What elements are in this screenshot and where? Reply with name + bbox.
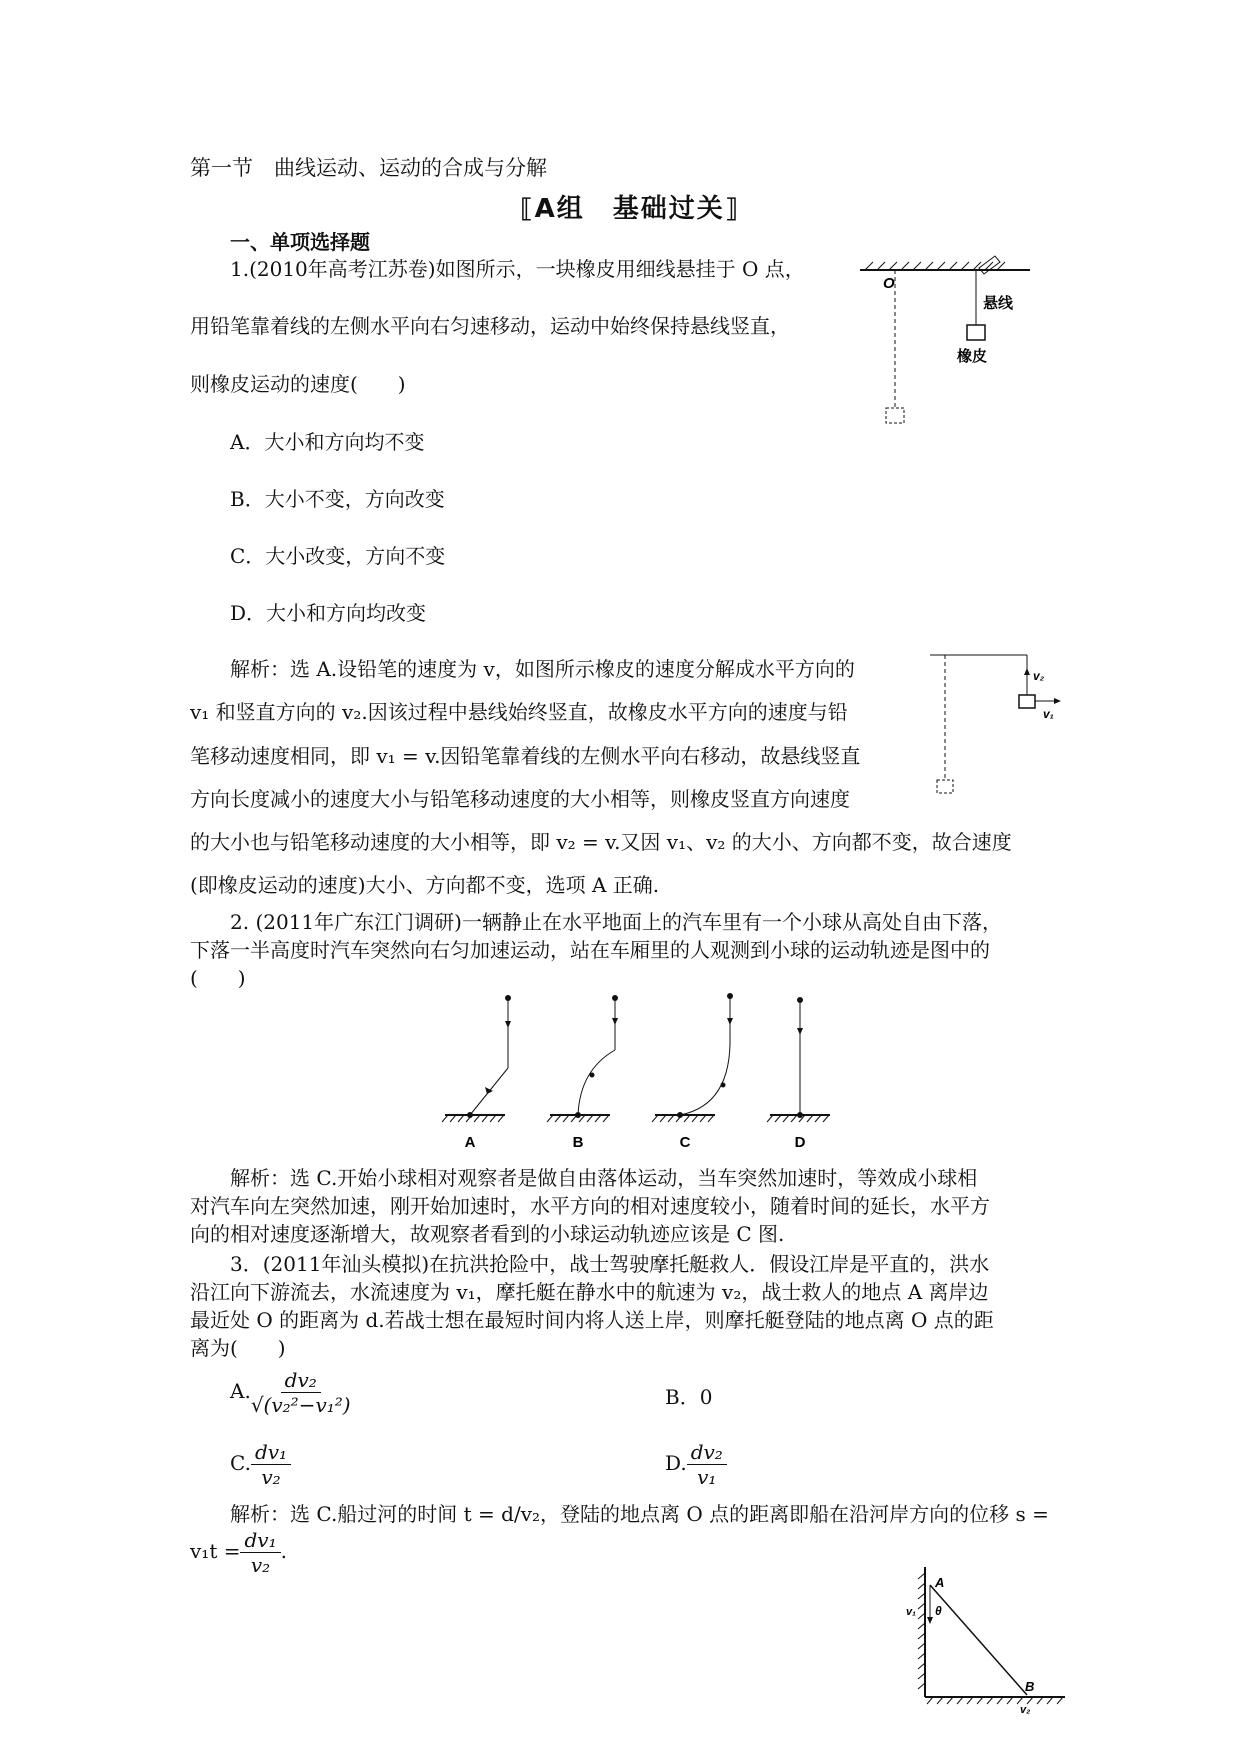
q3-option-d-den: v₁ xyxy=(697,1465,717,1489)
q3-option-a-fraction xyxy=(251,1368,351,1417)
q2-label-a: A xyxy=(464,1134,476,1150)
q3-line4: 离为( ) xyxy=(190,1336,286,1360)
q2-analysis-1: 解析：选 C.开始小球相对观察者是做自由落体运动，当车突然加速时，等效成小球相 xyxy=(230,1166,978,1190)
q3-fig-theta-label: θ xyxy=(935,1604,942,1618)
q1-line1: 1.(2010年高考江苏卷)如图所示，一块橡皮用细线悬挂于 O 点， xyxy=(230,257,805,281)
q3-option-d-fraction xyxy=(687,1440,727,1489)
q2-label-b: B xyxy=(572,1134,584,1150)
q3-fig-v1-label: v₁ xyxy=(906,1606,916,1618)
q3-analysis-2 xyxy=(190,1528,287,1577)
q3-figure xyxy=(905,1565,1075,1715)
q1-analysis-6: (即橡皮运动的速度)大小、方向都不变，选项 A 正确. xyxy=(190,873,660,897)
q2-trajectory-a xyxy=(445,995,511,1118)
q1-figure xyxy=(855,250,1035,430)
q3-option-a-den: √(v₂²−v₁²) xyxy=(250,1393,351,1417)
group-title-text: A组 基础过关 xyxy=(534,194,725,224)
q1-line3: 则橡皮运动的速度( ) xyxy=(190,372,406,396)
q3-analysis-2-prefix: v₁t = xyxy=(190,1539,241,1563)
group-title: ⟦A组 基础过关⟧ xyxy=(520,194,740,224)
q3-line3: 最近处 O 的距离为 d.若战士想在最短时间内将人送上岸，则摩托艇登陆的地点离 O 点的距 xyxy=(190,1308,994,1332)
q1-analysis-1: 解析：选 A.设铅笔的速度为 v，如图所示橡皮的速度分解成水平方向的 xyxy=(230,657,855,681)
part-title: 一、单项选择题 xyxy=(230,230,370,254)
q3-line2: 沿江向下游流去，水流速度为 v₁，摩托艇在静水中的航速为 v₂，战士救人的地点 A 离岸边 xyxy=(190,1280,989,1304)
q1-fig-eraser-label: 橡皮 xyxy=(957,348,988,365)
q3-option-d-num: dv₂ xyxy=(687,1440,727,1465)
q3-option-a-num: dv₂ xyxy=(281,1368,321,1393)
q1-analysis-figure xyxy=(925,650,1065,800)
q3-option-c-fraction xyxy=(251,1440,291,1489)
q3-option-a-prefix: A. xyxy=(230,1379,251,1403)
q3-option-b: B．0 xyxy=(665,1385,713,1409)
q1-option-c: C．大小改变，方向不变 xyxy=(230,544,446,568)
q1-option-d: D．大小和方向均改变 xyxy=(230,601,427,625)
q2-trajectory-d xyxy=(770,997,830,1118)
q3-fig-b-label: B xyxy=(1025,1679,1035,1694)
q1-fig-o-label: O xyxy=(883,275,895,292)
q1-fig-line-label: 悬线 xyxy=(983,295,1014,312)
q3-option-c-num: dv₁ xyxy=(251,1440,291,1465)
q3-analysis-den: v₂ xyxy=(250,1553,271,1577)
q3-option-d xyxy=(665,1440,727,1489)
q1-analysis-v2-label: v₂ xyxy=(1033,669,1045,683)
q1-analysis-v1-label: v₁ xyxy=(1043,707,1054,721)
q1-analysis-3: 笔移动速度相同，即 v₁ = v.因铅笔靠着线的左侧水平向右移动，故悬线竖直 xyxy=(190,744,861,768)
q3-option-a xyxy=(230,1368,351,1417)
q2-analysis-2: 对汽车向左突然加速，刚开始加速时，水平方向的相对速度较小，随着时间的延长，水平方 xyxy=(190,1194,990,1218)
q2-line1: 2. (2011年广东江门调研)一辆静止在水平地面上的汽车里有一个小球从高处自由下落， xyxy=(230,910,1002,934)
q3-analysis-fraction xyxy=(240,1528,280,1577)
q3-option-c-prefix: C. xyxy=(230,1451,251,1475)
q3-analysis-num: dv₁ xyxy=(240,1528,280,1553)
q3-option-c xyxy=(230,1440,291,1489)
q1-option-b: B．大小不变，方向改变 xyxy=(230,487,445,511)
q3-analysis-1: 解析：选 C.船过河的时间 t = d/v₂，登陆的地点离 O 点的距离即船在沿河岸方向的位移 s = xyxy=(230,1502,1049,1526)
q2-trajectory-b xyxy=(550,995,618,1118)
q3-fig-v2-label: v₂ xyxy=(1020,1704,1031,1715)
q1-line2: 用铅笔靠着线的左侧水平向右匀速移动，运动中始终保持悬线竖直， xyxy=(190,314,790,338)
q1-analysis-2: v₁ 和竖直方向的 v₂.因该过程中悬线始终竖直，故橡皮水平方向的速度与铅 xyxy=(190,700,848,724)
q3-fig-a-label: A xyxy=(935,1575,945,1590)
q1-analysis-5: 的大小也与铅笔移动速度的大小相等，即 v₂ = v.又因 v₁、v₂ 的大小、方向都不变，故合速度 xyxy=(190,830,1012,854)
q2-label-c: C xyxy=(679,1134,691,1150)
q1-analysis-4: 方向长度减小的速度大小与铅笔移动速度的大小相等，则橡皮竖直方向速度 xyxy=(190,787,850,811)
q2-line3: ( ) xyxy=(190,966,246,990)
q2-analysis-3: 向的相对速度逐渐增大，故观察者看到的小球运动轨迹应该是 C 图. xyxy=(190,1222,785,1246)
q2-line2: 下落一半高度时汽车突然向右匀加速运动，站在车厢里的人观测到小球的运动轨迹是图中的 xyxy=(190,938,990,962)
q2-figure xyxy=(440,990,850,1150)
q3-analysis-end: . xyxy=(280,1539,287,1563)
section-title: 第一节 曲线运动、运动的合成与分解 xyxy=(190,156,547,180)
q3-option-c-den: v₂ xyxy=(261,1465,281,1489)
q3-line1: 3．(2011年汕头模拟)在抗洪抢险中，战士驾驶摩托艇救人．假设江岸是平直的，洪水 xyxy=(230,1252,990,1276)
q3-option-d-prefix: D. xyxy=(665,1451,687,1475)
q2-label-d: D xyxy=(794,1134,806,1150)
q1-option-a: A．大小和方向均不变 xyxy=(230,430,425,454)
q2-trajectory-c xyxy=(655,993,733,1118)
